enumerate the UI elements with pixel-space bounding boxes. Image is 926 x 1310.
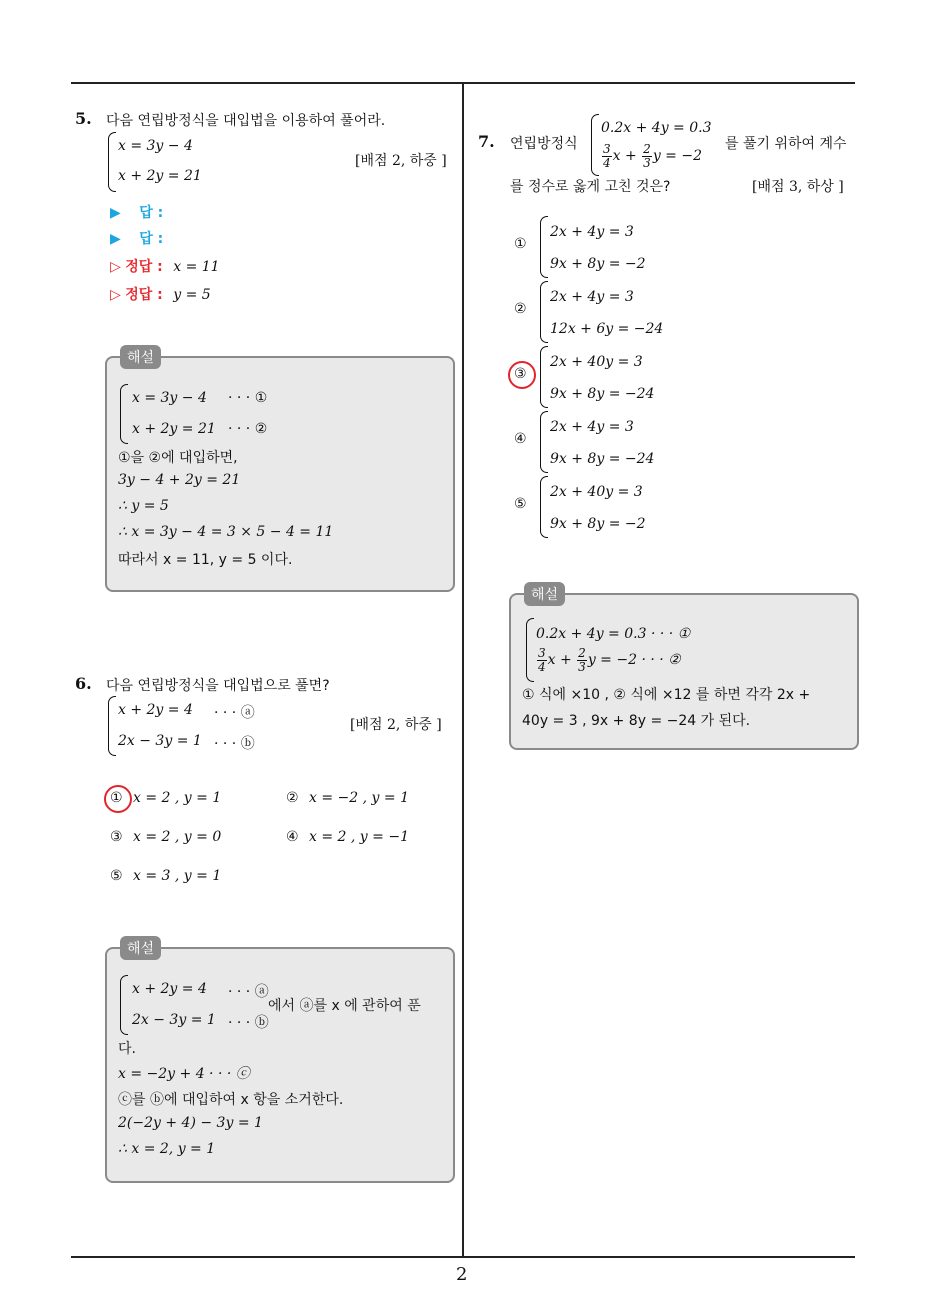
q6-eq2: 2x − 3y = 1 [118, 733, 202, 749]
q6-exp-line2: ⓒ를 ⓑ에 대입하여 x 항을 소거한다. [118, 1092, 344, 1108]
q5-eq1: x = 3y − 4 [118, 138, 193, 154]
q6-eq1: x + 2y = 4 [118, 702, 193, 718]
answer-label: 답 : [139, 205, 164, 221]
q6-exp-brace [120, 975, 128, 1035]
q7-exp-brace [526, 618, 534, 682]
q6-exp-eq2: 2x − 3y = 1 [132, 1012, 216, 1028]
q5-exp-eq1: x = 3y − 4 [132, 390, 207, 406]
q6-choice-3[interactable]: ③ x = 2 , y = 0 [110, 829, 222, 845]
q5-exp-eq2: x + 2y = 21 [132, 421, 216, 437]
q7-explanation-tag: 해설 [524, 582, 565, 606]
q7-exp-line2: 40y = 3 , 9x + 8y = −24 가 된다. [522, 713, 751, 729]
selected-answer-circle [104, 785, 132, 813]
q7-number: 7. [478, 132, 495, 151]
bottom-rule [71, 1256, 855, 1258]
q5-exp-brace [120, 384, 128, 444]
q7-choice-5[interactable]: ⑤ 2x + 40y = 3 9x + 8y = −2 [512, 476, 672, 538]
q6-number: 6. [75, 674, 92, 693]
q7-eq2: $\frac{3}{4}$ x + $\frac{2}{3}$ y = −2 [603, 142, 702, 170]
q6-question: 다음 연립방정식을 대입법으로 풀면? [106, 678, 330, 694]
q6-exp-eq2-mark: · · · ⓑ [228, 1015, 269, 1031]
q6-exp-line0: 다. [118, 1041, 136, 1057]
q6-exp-line3: 2(−2y + 4) − 3y = 1 [118, 1115, 263, 1131]
column-divider [462, 82, 464, 1257]
outline-triangle-icon: ▷ [110, 287, 121, 303]
q7-exp-eq1: 0.2x + 4y = 0.3 · · · ① [536, 626, 691, 642]
q7-choice-3[interactable]: ③ 2x + 40y = 3 9x + 8y = −24 [512, 346, 672, 408]
play-icon: ▶ [110, 205, 121, 221]
q6-choice-5[interactable]: ⑤ x = 3 , y = 1 [110, 868, 222, 884]
q6-choice-4[interactable]: ④ x = 2 , y = −1 [286, 829, 409, 845]
q6-score: [배점 2, 하중 ] [350, 717, 442, 733]
q5-exp-line3: ∴ y = 5 [118, 498, 169, 514]
correct-value: y = 5 [173, 287, 211, 303]
page-number: 2 [456, 1264, 468, 1285]
q6-exp-line1: x = −2y + 4 · · · ⓒ [118, 1066, 250, 1082]
answer-label: 답 : [139, 231, 164, 247]
q7-eq1: 0.2x + 4y = 0.3 [601, 120, 712, 136]
q7-exp-line1: ① 식에 ×10 , ② 식에 ×12 를 하면 각각 2x + [522, 687, 811, 703]
q7-question-post: 를 풀기 위하여 계수 [725, 136, 847, 152]
q5-question: 다음 연립방정식을 대입법을 이용하여 풀어라. [106, 113, 386, 129]
outline-triangle-icon: ▷ [110, 259, 121, 275]
correct-value: x = 11 [173, 259, 220, 275]
q5-correct-row-1 [110, 256, 220, 276]
q6-choice-2[interactable]: ② x = −2 , y = 1 [286, 790, 409, 806]
q5-system-brace [108, 132, 116, 192]
q6-eq2-mark: · · · ⓑ [214, 736, 255, 752]
q5-answer-row-2[interactable] [110, 228, 163, 248]
q5-exp-eq1-mark: · · · ① [228, 390, 268, 406]
q6-exp-side-text: 에서 ⓐ를 x 에 관하여 푼 [268, 998, 421, 1014]
q5-correct-row-2 [110, 284, 211, 304]
selected-answer-circle [508, 361, 536, 389]
q7-choice-4[interactable]: ④ 2x + 4y = 3 9x + 8y = −24 [512, 411, 672, 473]
q7-choice-2[interactable]: ② 2x + 4y = 3 12x + 6y = −24 [512, 281, 672, 343]
q7-question-line2: 를 정수로 옳게 고친 것은? [510, 179, 671, 195]
q5-eq2: x + 2y = 21 [118, 168, 202, 184]
play-icon: ▶ [110, 231, 121, 247]
q5-score: [배점 2, 하중 ] [355, 153, 447, 169]
q7-exp-eq2: $\frac{3}{4}$ x + $\frac{2}{3}$ y = −2 · · · ② [538, 646, 681, 674]
q5-exp-eq2-mark: · · · ② [228, 421, 268, 437]
q6-eq1-mark: · · · ⓐ [214, 705, 255, 721]
q6-system-brace [108, 696, 116, 756]
q5-explanation-tag: 해설 [120, 345, 161, 369]
q6-choice-1[interactable]: ① x = 2 , y = 1 [110, 790, 222, 806]
correct-label: 정답 : [125, 287, 163, 303]
q5-exp-line5: 따라서 x = 11, y = 5 이다. [118, 552, 293, 568]
q6-exp-eq1: x + 2y = 4 [132, 981, 207, 997]
q7-system-brace [591, 114, 599, 176]
q6-exp-eq1-mark: · · · ⓐ [228, 984, 269, 1000]
q7-question-pre: 연립방정식 [510, 136, 578, 152]
q5-number: 5. [75, 109, 92, 128]
q6-exp-line4: ∴ x = 2, y = 1 [118, 1141, 216, 1157]
correct-label: 정답 : [125, 259, 163, 275]
q7-score: [배점 3, 하상 ] [752, 179, 844, 195]
q7-choice-1[interactable]: ① 2x + 4y = 3 9x + 8y = −2 [512, 216, 672, 278]
q5-exp-line4: ∴ x = 3y − 4 = 3 × 5 − 4 = 11 [118, 524, 334, 540]
q6-explanation-tag: 해설 [120, 936, 161, 960]
q5-exp-line2: 3y − 4 + 2y = 21 [118, 472, 241, 488]
q5-exp-line1: ①을 ②에 대입하면, [118, 450, 238, 466]
q5-answer-row-1[interactable] [110, 202, 163, 222]
